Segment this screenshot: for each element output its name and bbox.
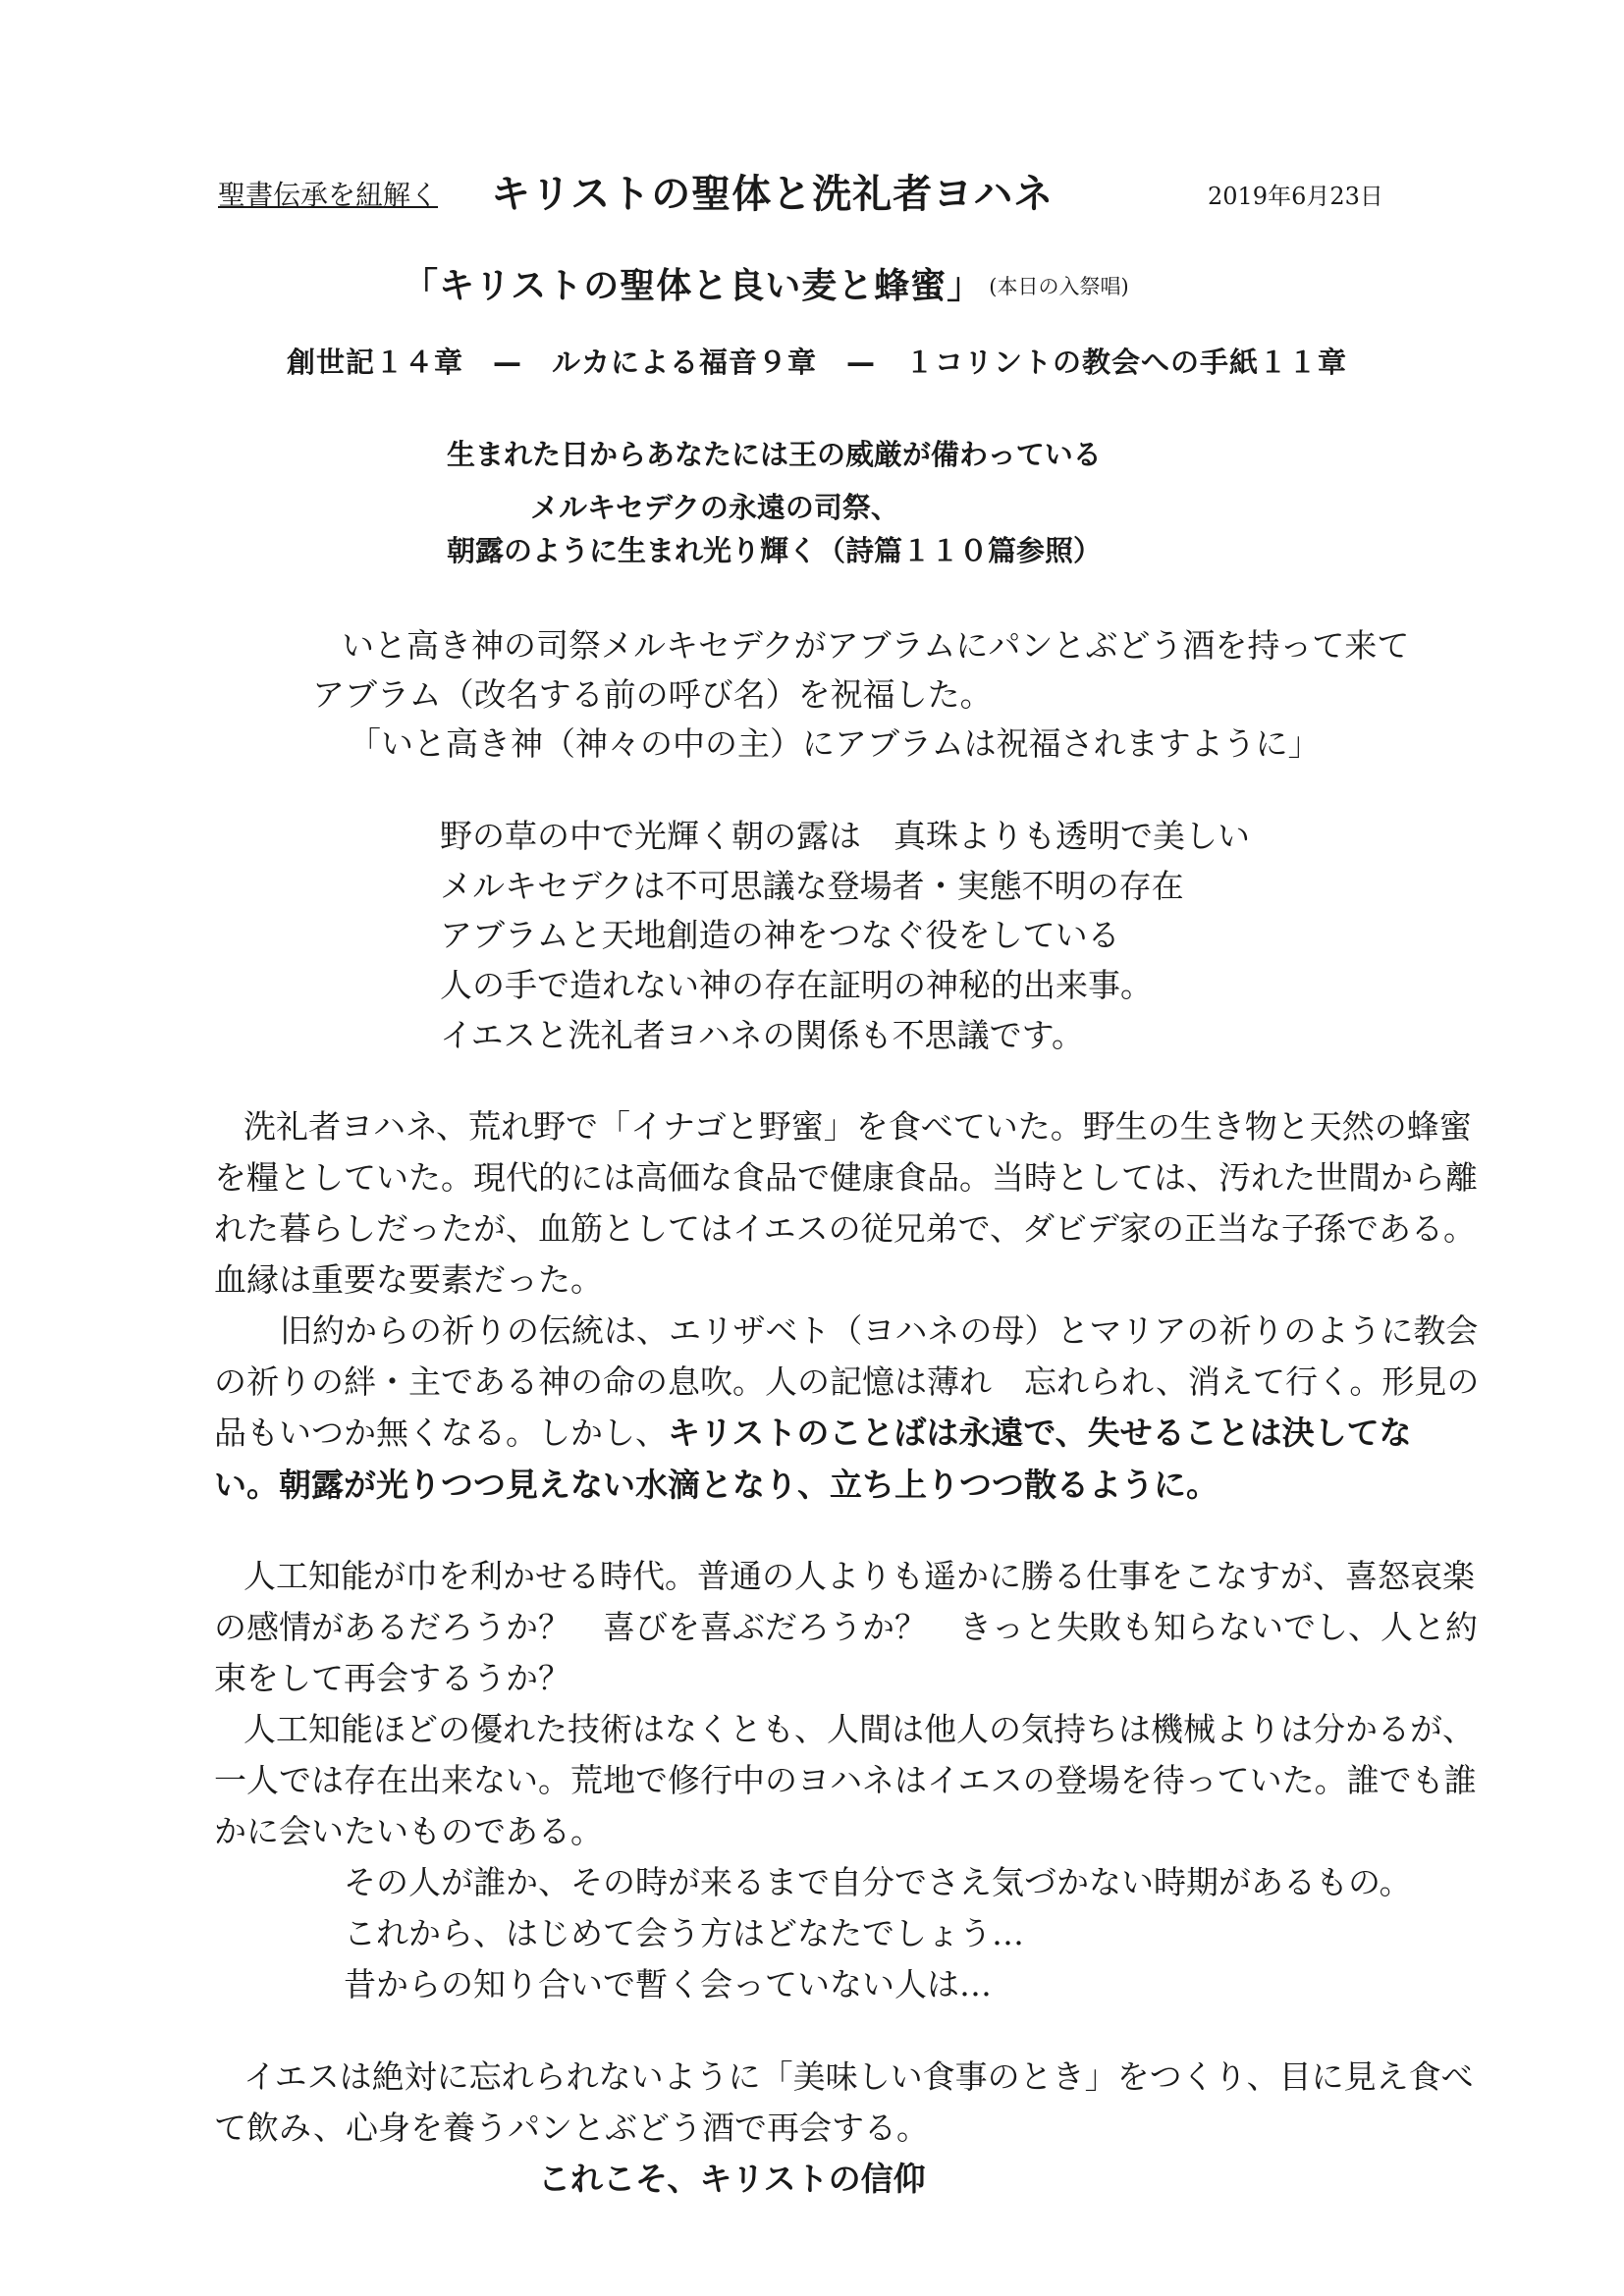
body-text: 品もいつか無くなる。しかし、 — [214, 1414, 668, 1452]
body-line: 血縁は重要な要素だった。 — [214, 1260, 603, 1299]
scripture-references: 創世記１４章 — ルカによる福音９章 — １コリントの教会への手紙１１章 — [287, 346, 1348, 379]
indented-line: その人が誰か、その時が来るまで自分でさえ気づかない時期があるもの。 — [344, 1863, 1412, 1901]
body-line: を糧としていた。現代的には高価な食品で健康食品。当時としては、汚れた世間から離 — [214, 1158, 1478, 1197]
body-line — [214, 1408, 1412, 1454]
narrative-line: いと高き神の司祭メルキセデクがアブラムにパンとぶどう酒を持って来て — [342, 626, 1410, 665]
subtitle-text: 「キリストの聖体と良い麦と蜂蜜」 — [403, 266, 984, 306]
reflection-line: 野の草の中で光輝く朝の露は 真珠よりも透明で美しい — [440, 817, 1250, 855]
body-line: 束をして再会するうか？ — [214, 1659, 570, 1697]
reflection-line: 人の手で造れない神の存在証明の神秘的出来事。 — [440, 966, 1153, 1004]
body-line: 人工知能が巾を利かせる時代。普通の人よりも遥かに勝る仕事をこなすが、喜怒哀楽 — [244, 1557, 1475, 1595]
verse-line: 生まれた日からあなたには王の威厳が備わっている — [447, 438, 1102, 471]
date: 2019年6月23日 — [1208, 183, 1383, 210]
reflection-line: メルキセデクは不可思議な登場者・実態不明の存在 — [440, 867, 1184, 905]
verse-line: メルキセデクの永遠の司祭、 — [530, 491, 899, 524]
verse-line: 朝露のように生まれ光り輝く（詩篇１１０篇参照） — [447, 534, 1103, 567]
emphasis-text: キリストのことばは永遠で、失せることは決してな — [668, 1414, 1412, 1452]
subtitle-note: (本日の入祭唱) — [989, 275, 1129, 298]
body-line: 一人では存在出来ない。荒地で修行中のヨハネはイエスの登場を待っていた。誰でも誰 — [214, 1761, 1477, 1799]
final-statement: これこそ、キリストの信仰 — [538, 2160, 926, 2198]
subtitle — [403, 258, 1129, 308]
indented-line: 昔からの知り合いで暫く会っていない人は… — [344, 1965, 992, 2003]
body-line: の祈りの絆・主である神の命の息吹。人の記憶は薄れ 忘れられ、消えて行く。形見の — [214, 1362, 1480, 1401]
body-line: 洗礼者ヨハネ、荒れ野で「イナゴと野蜜」を食べていた。野生の生き物と天然の蜂蜜 — [244, 1107, 1472, 1146]
body-line: 旧約からの祈りの伝統は、エリザベト（ヨハネの母）とマリアの祈りのように教会 — [280, 1311, 1479, 1350]
reflection-line: イエスと洗礼者ヨハネの関係も不思議です。 — [440, 1016, 1085, 1054]
closing-line: て飲み、心身を養うパンとぶどう酒で再会する。 — [214, 2109, 929, 2147]
emphasis-line: い。朝露が光りつつ見えない水滴となり、立ち上りつつ散るように。 — [214, 1466, 1218, 1504]
page-title: キリストの聖体と洗礼者ヨハネ — [491, 172, 1055, 217]
body-line: 人工知能ほどの優れた技術はなくとも、人間は他人の気持ちは機械よりは分かるが、 — [244, 1710, 1475, 1748]
narrative-line: 「いと高き神（神々の中の主）にアブラムは祝福されますように」 — [349, 724, 1321, 763]
indented-line: これから、はじめて会う方はどなたでしょう… — [344, 1914, 1024, 1952]
body-line: れた暮らしだったが、血筋としてはイエスの従兄弟で、ダビデ家の正当な子孫である。 — [214, 1209, 1477, 1248]
series-label: 聖書伝承を紐解く — [218, 179, 439, 211]
reflection-line: アブラムと天地創造の神をつなぐ役をしている — [440, 916, 1120, 954]
closing-line: イエスは絶対に忘れられないように「美味しい食事のとき」をつくり、目に見え食べ — [244, 2057, 1474, 2096]
body-line: かに会いたいものである。 — [214, 1812, 603, 1850]
narrative-line: アブラム（改名する前の呼び名）を祝福した。 — [312, 675, 993, 714]
body-line: の感情があるだろうか？ 喜びを喜ぶだろうか？ きっと失敗も知らないでし、人と約 — [214, 1608, 1478, 1646]
